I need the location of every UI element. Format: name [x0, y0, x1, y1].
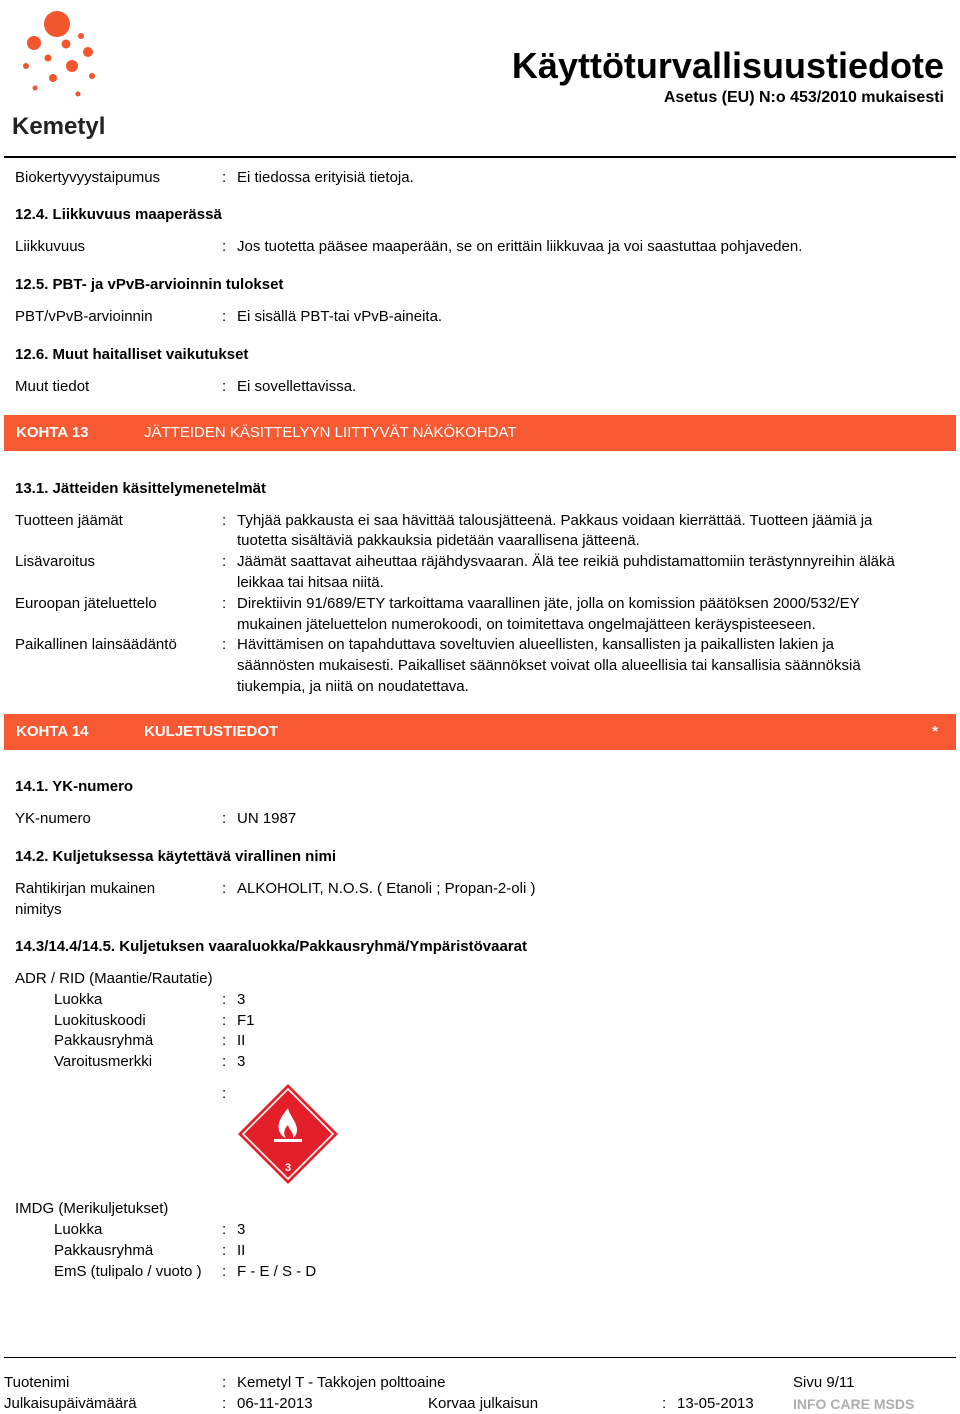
colon: : [222, 308, 227, 325]
colon: : [662, 1395, 667, 1412]
bio-label: Biokertyvyystaipumus [15, 169, 161, 186]
jaamat-line-1: Tyhjää pakkausta ei saa hävittää talousjätteenä. Pakkaus voidaan kierrättää. Tuotteen jäämiä ja [237, 512, 873, 529]
colon: : [222, 636, 227, 653]
jaamat-line-2: tuotetta sisältäviä pakkauksia pidetään vaarallisena jätteenä. [237, 532, 640, 549]
colon: : [222, 1242, 227, 1259]
section-14-number: KOHTA 14 [16, 723, 89, 740]
heading-14-1: 14.1. YK-numero [15, 778, 134, 795]
colon: : [222, 169, 227, 186]
colon: : [222, 1053, 227, 1070]
section-13-bar [4, 415, 956, 451]
page-number: Sivu 9/11 [793, 1374, 855, 1391]
colon: : [222, 810, 227, 827]
colon: : [222, 553, 227, 570]
muut-label: Muut tiedot [15, 378, 90, 395]
julkaisu-value: 06-11-2013 [237, 1395, 313, 1412]
pbt-label: PBT/vPvB-arvioinnin [15, 308, 153, 325]
revision-marker: * [932, 723, 938, 740]
imdg-luokka-label: Luokka [54, 1221, 103, 1238]
imdg-title: IMDG (Merikuljetukset) [15, 1200, 169, 1217]
liikkuvuus-value: Jos tuotetta pääsee maaperään, se on erittäin liikkuvaa ja voi saastuttaa pohjaveden. [237, 238, 803, 255]
yk-value: UN 1987 [237, 810, 297, 827]
korvaa-value: 13-05-2013 [677, 1395, 754, 1412]
julkaisu-label: Julkaisupäivämäärä [4, 1395, 137, 1412]
adr-title: ADR / RID (Maantie/Rautatie) [15, 970, 213, 987]
colon: : [222, 991, 227, 1008]
section-14-title: KULJETUSTIEDOT [144, 723, 279, 740]
euroopan-line-2: mukainen jäteluettelon numerokoodi, on toimitettava ongelmajätteen keräyspisteeseen. [237, 616, 816, 633]
adr-koodi-label: Luokituskoodi [54, 1012, 146, 1029]
paikallinen-line-3: tiukempia, ja niitä on noudatettava. [237, 678, 469, 695]
liikkuvuus-label: Liikkuvuus [15, 238, 86, 255]
imdg-ems-label: EmS (tulipalo / vuoto ) [54, 1263, 202, 1280]
adr-luokka-label: Luokka [54, 991, 103, 1008]
adr-merkki-value: 3 [237, 1053, 246, 1070]
colon: : [222, 378, 227, 395]
euroopan-line-1: Direktiivin 91/689/ETY tarkoittama vaarallinen jäte, jolla on komission päätöksen 2000/532/EY [237, 595, 860, 612]
colon: : [222, 1374, 227, 1391]
svg-text:Kemetyl: Kemetyl [12, 113, 106, 140]
euroopan-label: Euroopan jäteluettelo [15, 595, 157, 612]
footer-divider [4, 1357, 956, 1358]
heading-14-2: 14.2. Kuljetuksessa käytettävä virallinen nimi [15, 848, 336, 865]
document-subtitle: Asetus (EU) N:o 453/2010 mukaisesti [663, 89, 944, 106]
colon: : [222, 1263, 227, 1280]
info-care-brand: INFO CARE MSDS [793, 1396, 915, 1412]
section-13-number: KOHTA 13 [16, 424, 89, 441]
colon: : [222, 595, 227, 612]
heading-14-3: 14.3/14.4/14.5. Kuljetuksen vaaraluokka/Pakkausryhmä/Ympäristövaarat [15, 938, 527, 955]
heading-13-1: 13.1. Jätteiden käsittelymenetelmät [15, 480, 266, 497]
bio-value: Ei tiedossa erityisiä tietoja. [237, 169, 414, 186]
colon: : [222, 1085, 227, 1102]
adr-ryhma-label: Pakkausryhmä [54, 1032, 154, 1049]
imdg-ems-value: F - E / S - D [237, 1263, 317, 1280]
svg-text:3: 3 [284, 1162, 292, 1174]
adr-koodi-value: F1 [237, 1012, 255, 1029]
colon: : [222, 1032, 227, 1049]
kemetyl-logo [8, 6, 108, 140]
colon: : [222, 1395, 227, 1412]
rahti-value: ALKOHOLIT, N.O.S. ( Etanoli ; Propan-2-oli ) [237, 880, 536, 897]
paikallinen-line-2: säännösten mukaisesti. Paikalliset säännökset voivat olla alueellisia tai kansallisia säännöksiä [237, 657, 861, 674]
pbt-value: Ei sisällä PBT-tai vPvB-aineita. [237, 308, 443, 325]
muut-value: Ei sovellettavissa. [237, 378, 357, 395]
heading-12-4: 12.4. Liikkuvuus maaperässä [15, 206, 222, 223]
imdg-luokka-value: 3 [237, 1221, 246, 1238]
colon: : [222, 1221, 227, 1238]
colon: : [222, 238, 227, 255]
colon: : [222, 1012, 227, 1029]
lisavaroitus-line-1: Jäämät saattavat aiheuttaa räjähdysvaaran. Älä tee reikiä puhdistamattomiin terästynnyreihin äläkä [237, 553, 895, 570]
section-14-bar [4, 714, 956, 750]
adr-luokka-value: 3 [237, 991, 246, 1008]
tuotenimi-label: Tuotenimi [4, 1374, 70, 1391]
section-13-title: JÄTTEIDEN KÄSITTELYYN LIITTYVÄT NÄKÖKOHDAT [144, 424, 517, 441]
yk-label: YK-numero [15, 810, 91, 827]
flammable-hazard-icon [236, 1082, 340, 1186]
colon: : [222, 512, 227, 529]
tuotenimi-value: Kemetyl T - Takkojen polttoaine [237, 1374, 446, 1391]
paikallinen-label: Paikallinen lainsäädäntö [15, 636, 177, 653]
imdg-ryhma-value: II [237, 1242, 246, 1259]
rahti-label-line-2: nimitys [15, 901, 62, 918]
adr-merkki-label: Varoitusmerkki [54, 1053, 153, 1070]
jaamat-label: Tuotteen jäämät [15, 512, 123, 529]
document-title: Käyttöturvallisuustiedote [511, 45, 944, 86]
lisavaroitus-label: Lisävaroitus [15, 553, 96, 570]
colon: : [222, 880, 227, 897]
heading-12-5: 12.5. PBT- ja vPvB-arvioinnin tulokset [15, 276, 284, 293]
heading-12-6: 12.6. Muut haitalliset vaikutukset [15, 346, 249, 363]
korvaa-label: Korvaa julkaisun [428, 1395, 539, 1412]
paikallinen-line-1: Hävittämisen on tapahduttava soveltuvien alueellisten, kansallisten ja paikallisten lakien ja [237, 636, 835, 653]
adr-ryhma-value: II [237, 1032, 246, 1049]
rahti-label-line-1: Rahtikirjan mukainen [15, 880, 156, 897]
lisavaroitus-line-2: leikkaa tai hitsaa niitä. [237, 574, 384, 591]
header-divider [4, 156, 956, 158]
imdg-ryhma-label: Pakkausryhmä [54, 1242, 154, 1259]
